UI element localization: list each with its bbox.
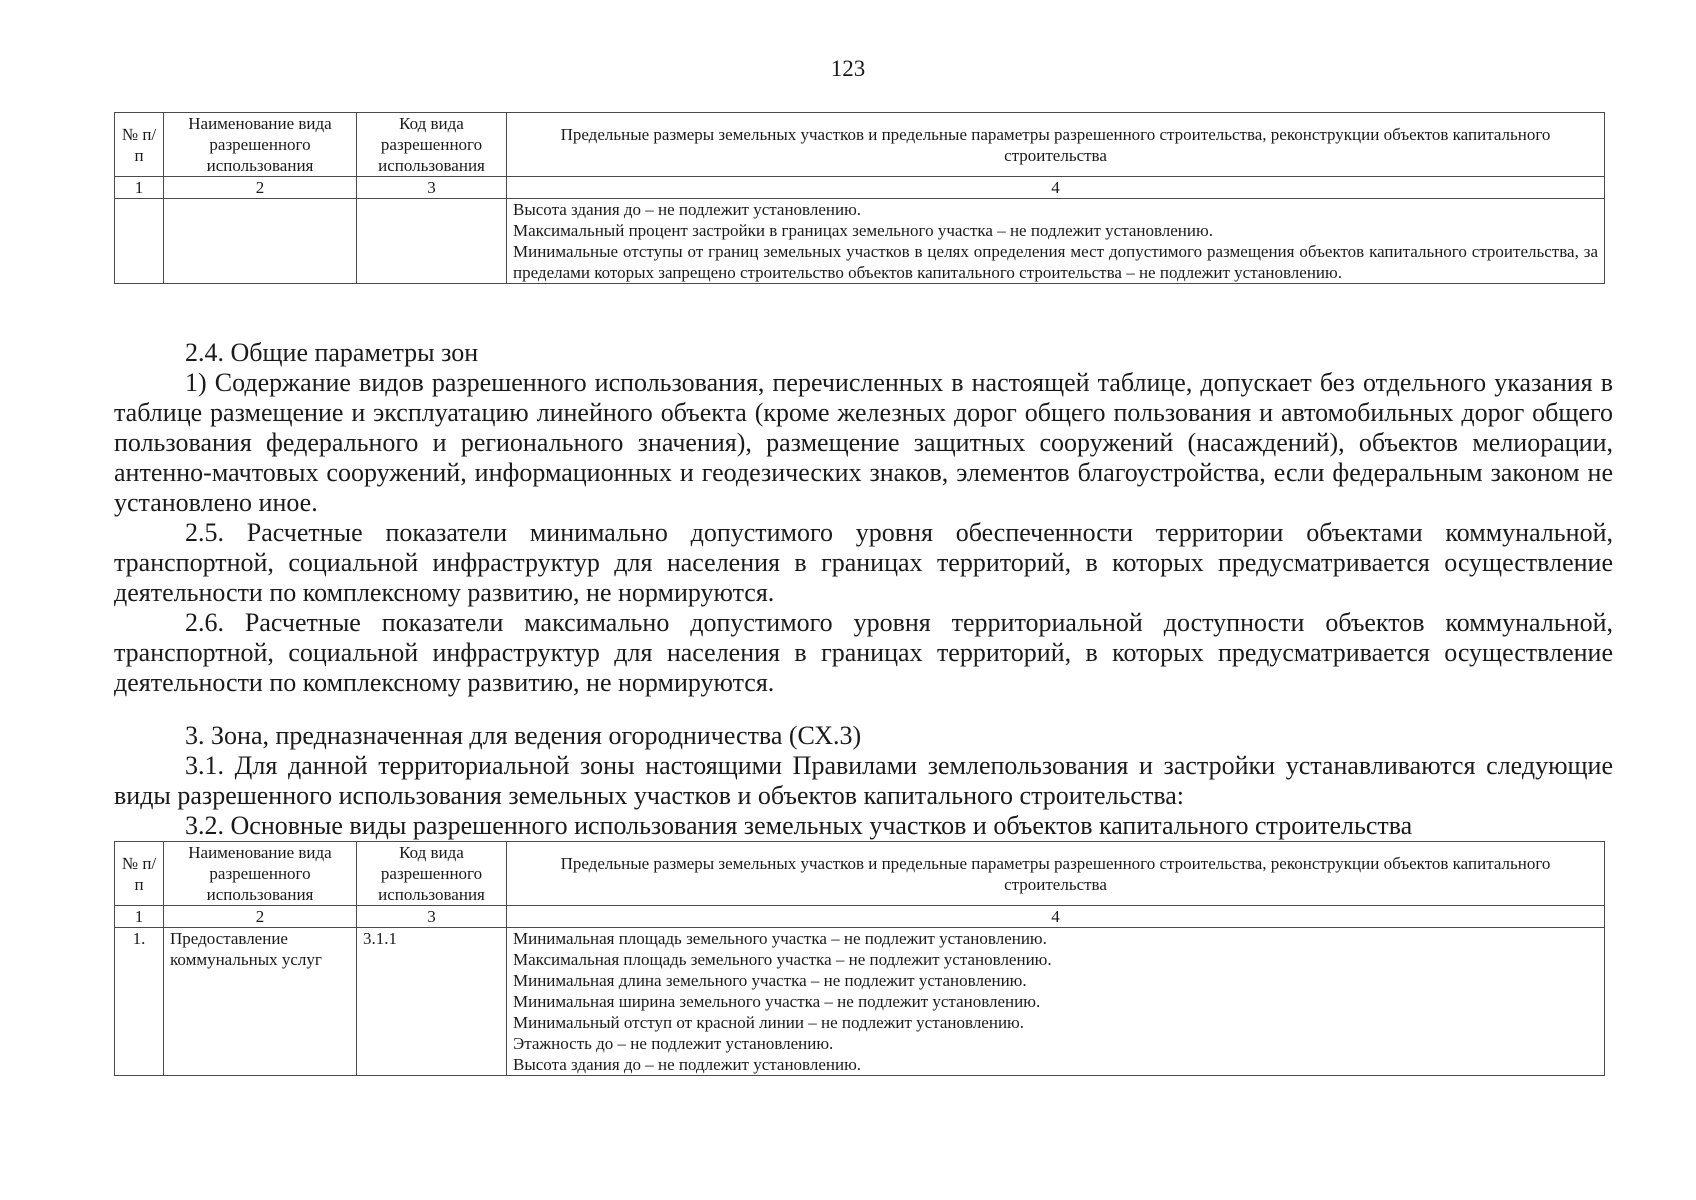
column-number: 2 <box>164 906 357 928</box>
header-use-name: Наименование вида разрешенного использования <box>164 113 357 177</box>
column-number: 4 <box>507 177 1605 199</box>
header-number: № п/п <box>115 113 164 177</box>
param-line: Минимальная ширина земельного участка – не подлежит установлению. <box>513 992 1041 1011</box>
header-parameters: Предельные размеры земельных участков и предельные параметры разрешенного строительства, реконструкции объектов капитального строительства <box>507 113 1605 177</box>
header-use-code: Код вида разрешенного использования <box>357 842 507 906</box>
paragraph: 3.1. Для данной территориальной зоны настоящими Правилами землепользования и застройки устанавливаются следующие виды разрешенного использования земельных участков и объектов капитального строительства: <box>114 751 1613 810</box>
paragraph: 1) Содержание видов разрешенного использования, перечисленных в настоящей таблице, допускает без отдельного указания в таблице размещение и эксплуатацию линейного объекта (кроме железных дорог общего пользования и автомобильных дорог общего пользования федерального и регионального значения), размещение защитных сооружений (насаждений), объектов мелиорации, антенно-мачтовых сооружений, информационных и геодезических знаков, элементов благоустройства, если федеральным законом не установлено иное. <box>114 368 1613 517</box>
param-line: Максимальная площадь земельного участка – не подлежит установлению. <box>513 950 1052 969</box>
section-zone-sx3 <box>114 721 1613 841</box>
paragraph: 2.6. Расчетные показатели максимально допустимого уровня территориальной доступности объектов коммунальной, транспортной, социальной инфраструктур для населения в границах территорий, в которых предусматривается осуществление деятельности по комплексному развитию, не нормируются. <box>114 608 1613 697</box>
params-table-main-uses <box>114 841 1605 1076</box>
table-header-row <box>115 113 1605 177</box>
column-number: 1 <box>115 177 164 199</box>
table-row <box>115 199 1605 284</box>
header-number: № п/п <box>115 842 164 906</box>
paragraph: 3.2. Основные виды разрешенного использования земельных участков и объектов капитального строительства <box>185 811 1413 840</box>
table-row <box>115 928 1605 1076</box>
params-table-continuation <box>114 112 1605 284</box>
cell-number <box>115 199 164 284</box>
column-number: 4 <box>507 906 1605 928</box>
table-header-row <box>115 842 1605 906</box>
section-general-parameters <box>114 338 1613 698</box>
param-line: Минимальные отступы от границ земельных участков в целях определения мест допустимого размещения объектов капитального строительства, за пределами которых запрещено строительство объектов капитального строительства – не подлежит установлению. <box>513 242 1598 282</box>
header-parameters: Предельные размеры земельных участков и предельные параметры разрешенного строительства, реконструкции объектов капитального строительства <box>507 842 1605 906</box>
header-use-code: Код вида разрешенного использования <box>357 113 507 177</box>
cell-parameters <box>507 928 1605 1076</box>
section-heading: 3. Зона, предназначенная для ведения огородничества (СХ.3) <box>185 721 862 750</box>
column-number: 1 <box>115 906 164 928</box>
section-heading: 2.4. Общие параметры зон <box>185 338 479 367</box>
param-line: Высота здания до – не подлежит установлению. <box>513 1055 862 1074</box>
column-number: 3 <box>357 177 507 199</box>
cell-parameters <box>507 199 1605 284</box>
cell-use-code: 3.1.1 <box>357 928 507 1076</box>
paragraph: 2.5. Расчетные показатели минимально допустимого уровня обеспеченности территории объектами коммунальной, транспортной, социальной инфраструктур для населения в границах территорий, в которых предусматривается осуществление деятельности по комплексному развитию, не нормируются. <box>114 518 1613 607</box>
param-line: Этажность до – не подлежит установлению. <box>513 1034 834 1053</box>
page-number: 123 <box>830 56 866 81</box>
param-line: Минимальный отступ от красной линии – не подлежит установлению. <box>513 1013 1024 1032</box>
param-line: Минимальная площадь земельного участка – не подлежит установлению. <box>513 929 1047 948</box>
column-number: 3 <box>357 906 507 928</box>
param-line: Максимальный процент застройки в границах земельного участка – не подлежит установлению. <box>513 221 1213 240</box>
param-line: Высота здания до – не подлежит установлению. <box>513 200 862 219</box>
cell-use-name <box>164 199 357 284</box>
column-number: 2 <box>164 177 357 199</box>
table-column-number-row <box>115 906 1605 928</box>
param-line: Минимальная длина земельного участка – не подлежит установлению. <box>513 971 1027 990</box>
cell-use-code <box>357 199 507 284</box>
cell-use-name: Предоставление коммунальных услуг <box>164 928 357 1076</box>
table-column-number-row <box>115 177 1605 199</box>
header-use-name: Наименование вида разрешенного использования <box>164 842 357 906</box>
cell-number: 1. <box>115 928 164 1076</box>
